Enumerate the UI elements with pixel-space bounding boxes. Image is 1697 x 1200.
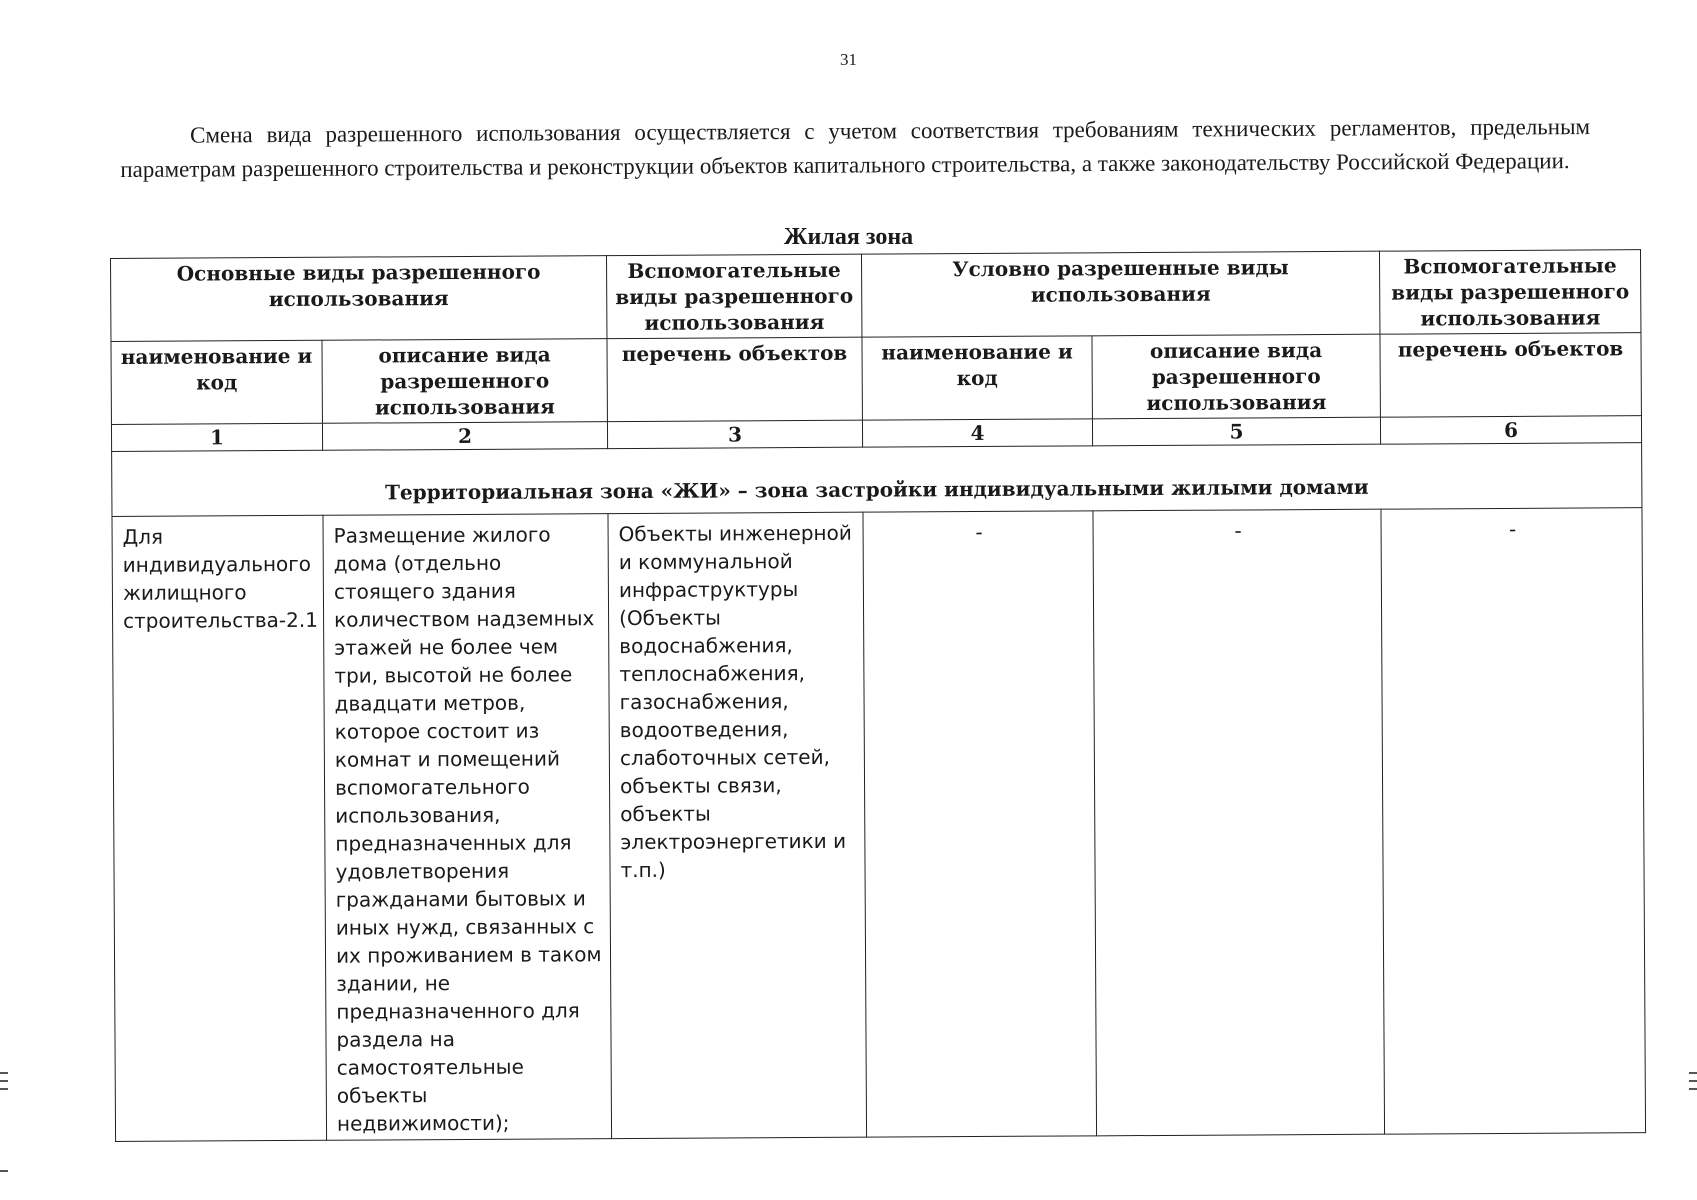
subheader-objects-list-2: перечень объектов	[1380, 333, 1641, 418]
cell-conditional-description: -	[1093, 509, 1385, 1136]
subheader-objects-list-1: перечень объектов	[607, 337, 862, 421]
cell-description: Размещение жилого дома (отдельно стоящего здания количеством надземных этажей не более чем три, высотой не более двадцати метров, которое состоит из комнат и помещений вспомогательного использования, предназначенных для удовлетворения гражданами бытовых и иных нужд, связанных с их проживанием в таком здании, не предназначенного для раздела на самостоятельные объекты недвижимости);	[323, 514, 612, 1141]
cell-conditional-name-code: -	[863, 511, 1097, 1137]
subheader-description-2: описание вида разрешенного использования	[1092, 334, 1380, 419]
subheader-description-1: описание вида разрешенного использования	[322, 339, 607, 424]
zoning-table-container	[110, 249, 1645, 1142]
header-group-row	[111, 250, 1641, 342]
column-number: 6	[1380, 416, 1641, 445]
subheader-name-code-1: наименование и код	[111, 340, 322, 424]
header-aux-uses-1: Вспомогательные виды разрешенного использования	[607, 254, 862, 338]
table-row	[112, 508, 1646, 1142]
column-number: 4	[862, 419, 1092, 447]
scan-edge-mark	[1689, 1080, 1697, 1082]
column-number: 1	[111, 423, 322, 451]
column-number: 2	[322, 422, 607, 451]
territorial-zone-row	[112, 443, 1642, 517]
page-number: 31	[840, 50, 857, 69]
scan-edge-mark	[0, 1170, 8, 1172]
header-conditional-uses: Условно разрешенные виды использования	[862, 251, 1380, 337]
header-aux-uses-2: Вспомогательные виды разрешенного использования	[1379, 250, 1640, 335]
column-number: 5	[1092, 417, 1380, 446]
cell-aux-objects-list: -	[1381, 508, 1646, 1134]
scan-edge-mark	[1689, 1088, 1697, 1090]
scan-edge-mark	[0, 1072, 8, 1074]
zone-title: Жилая зона	[783, 224, 914, 250]
scan-edge-mark	[1689, 1072, 1697, 1074]
subheader-name-code-2: наименование и код	[862, 336, 1092, 420]
column-number: 3	[607, 420, 862, 448]
cell-name-code: Для индивидуального жилищного строительства-2.1	[112, 515, 327, 1141]
header-main-uses: Основные виды разрешенного использования	[111, 256, 607, 342]
territorial-zone-title: Территориальная зона «ЖИ» – зона застройки индивидуальными жилыми домами	[112, 443, 1642, 517]
scan-edge-mark	[0, 1080, 8, 1082]
zoning-table	[110, 249, 1646, 1142]
subheader-row	[111, 333, 1641, 425]
cell-objects-list: Объекты инженерной и коммунальной инфраструктуры (Объекты водоснабжения, теплоснабжения, газоснабжения, водоотведения, слаботочных сетей, объекты связи, объекты электроэнергетики и т.п.)	[608, 512, 867, 1138]
scan-edge-mark	[0, 1088, 8, 1090]
intro-paragraph: Смена вида разрешенного использования осуществляется с учетом соответствия требованиям технических регламентов, предельным параметрам разрешенного строительства и реконструкции объектов капитального строительства, а также законодательству Российской Федерации.	[120, 114, 1591, 182]
